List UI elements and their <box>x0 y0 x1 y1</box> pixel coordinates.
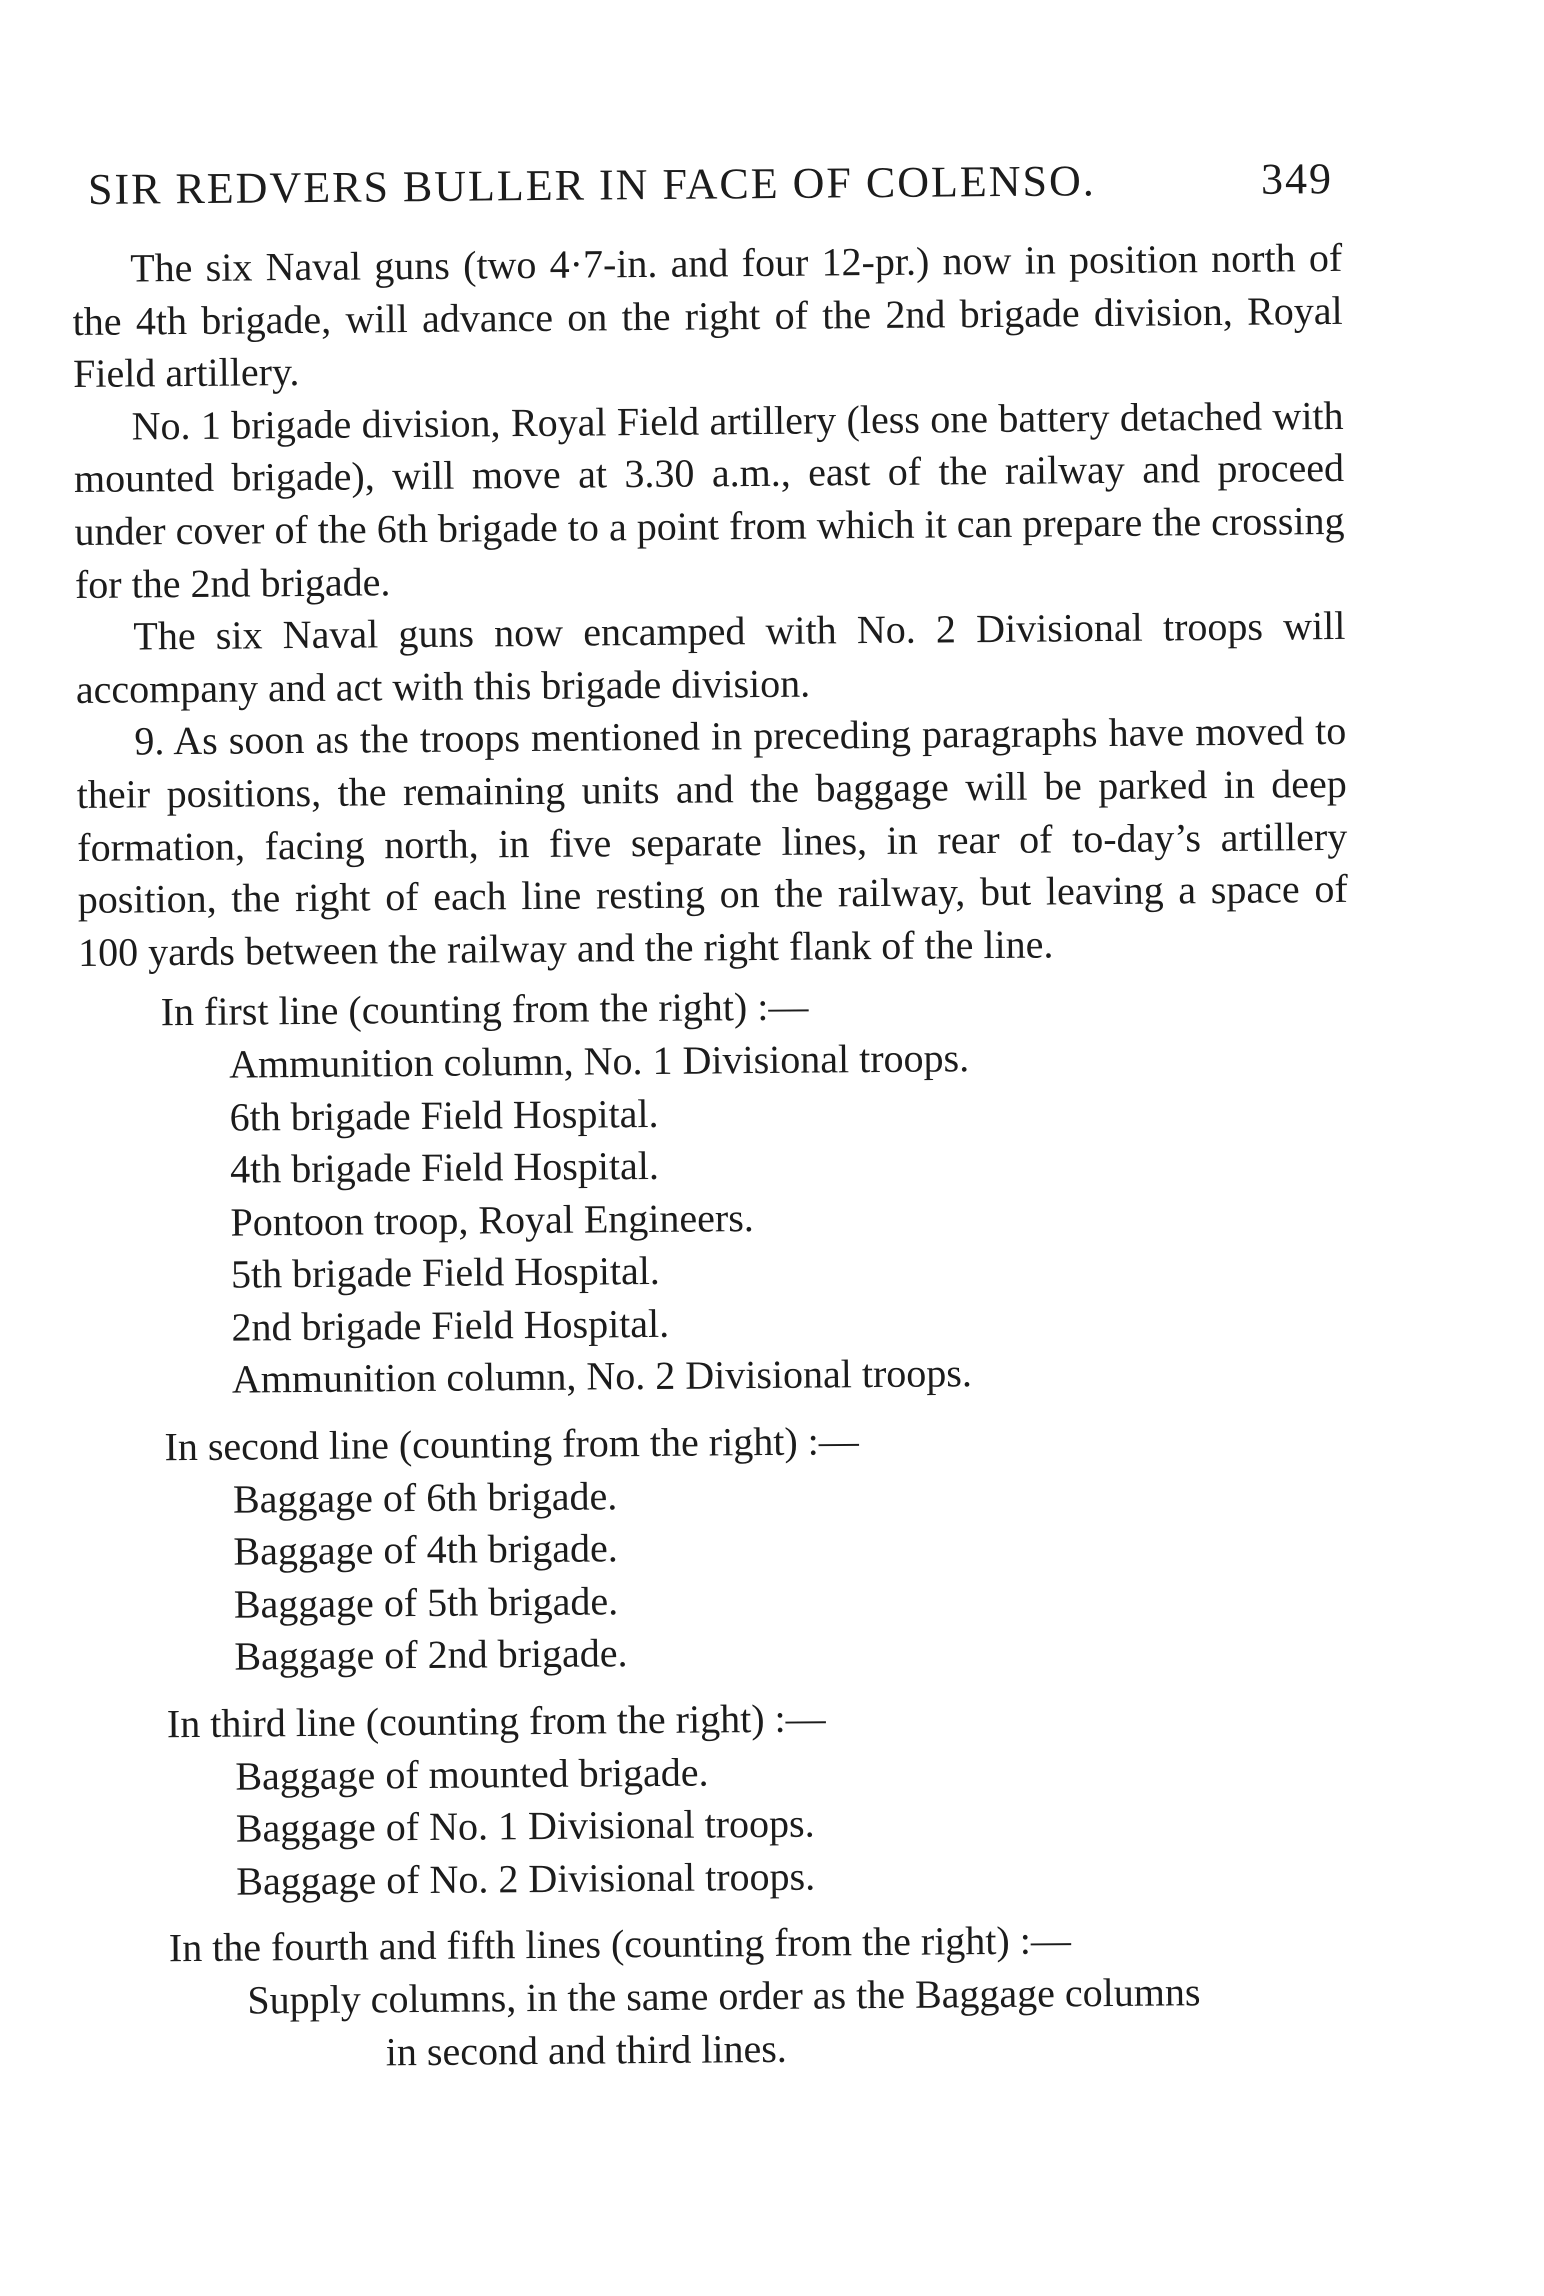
first-line-heading: In first line (counting from the right) :— <box>160 983 809 1035</box>
fourth-fifth-line-section <box>87 1912 1358 2081</box>
body-text <box>72 232 1358 2081</box>
list-item <box>247 1965 1358 2080</box>
third-line-list <box>85 1740 1356 1909</box>
first-line-section <box>78 976 1352 1408</box>
supply-columns-text: Supply columns, in the same order as the Baggage columns <box>247 1969 1201 2023</box>
list-item: Baggage of mounted brigade. <box>235 1749 709 1799</box>
list-item: Ammunition column, No. 2 Divisional troops. <box>231 1350 973 1403</box>
paragraph-brigade-division: No. 1 brigade division, Royal Field artillery (less one battery detached with mounted brigade), will move at 3.30 a.m., east of the railway and proceed under cover of the 6th brigade to a point from which it can prepare the crossing for the 2nd brigade. <box>73 392 1345 607</box>
second-line-section <box>82 1411 1354 1685</box>
list-item: Baggage of 6th brigade. <box>232 1472 618 1522</box>
fourth-fifth-line-list <box>87 1965 1358 2081</box>
third-line-heading: In third line (counting from the right) :— <box>166 1695 826 1747</box>
running-head <box>88 149 1333 220</box>
second-line-list <box>83 1464 1355 1685</box>
list-item: Baggage of No. 1 Divisional troops. <box>235 1800 815 1851</box>
list-item: Pontoon troop, Royal Engineers. <box>230 1194 755 1245</box>
page-number: 349 <box>1260 154 1334 204</box>
running-head-title: SIR REDVERS BULLER IN FACE OF COLENSO. <box>87 156 1096 214</box>
second-line-heading: In second line (counting from the right) :— <box>164 1418 859 1470</box>
list-item: 6th brigade Field Hospital. <box>229 1090 659 1140</box>
paragraph-naval-guns-encamped: The six Naval guns now encamped with No. 2 Divisional troops will accompany and act with this brigade division. <box>75 603 1346 712</box>
list-item: 5th brigade Field Hospital. <box>230 1248 661 1297</box>
paragraph-9-parking: 9. As soon as the troops mentioned in preceding paragraphs have moved to their positions, the remaining units and the baggage will be parked in deep formation, facing north, in five separate lines, in rear of to-day’s artillery position, the right of each line resting on the railway, but leaving a space of 100 yards between the railway and the right flank of the line. <box>76 708 1348 975</box>
list-item: 4th brigade Field Hospital. <box>229 1143 660 1192</box>
list-item: Baggage of 2nd brigade. <box>234 1630 628 1680</box>
supply-columns-continuation: in second and third lines. <box>385 2025 788 2074</box>
first-line-list <box>79 1029 1352 1408</box>
third-line-section <box>85 1688 1357 1909</box>
list-item: 2nd brigade Field Hospital. <box>231 1300 670 1350</box>
paragraph-naval-guns: The six Naval guns (two 4·7-in. and four 12-pr.) now in position north of the 4th brigade, will advance on the right of the 2nd brigade division, Royal Field artillery. <box>72 234 1343 397</box>
list-item: Ammunition column, No. 1 Divisional troops. <box>228 1035 970 1087</box>
list-item: Baggage of No. 2 Divisional troops. <box>236 1853 816 1904</box>
list-item: Baggage of 5th brigade. <box>233 1578 619 1627</box>
fourth-fifth-line-heading: In the fourth and fifth lines (counting from the right) :— <box>168 1917 1072 1971</box>
list-item: Baggage of 4th brigade. <box>233 1525 618 1574</box>
